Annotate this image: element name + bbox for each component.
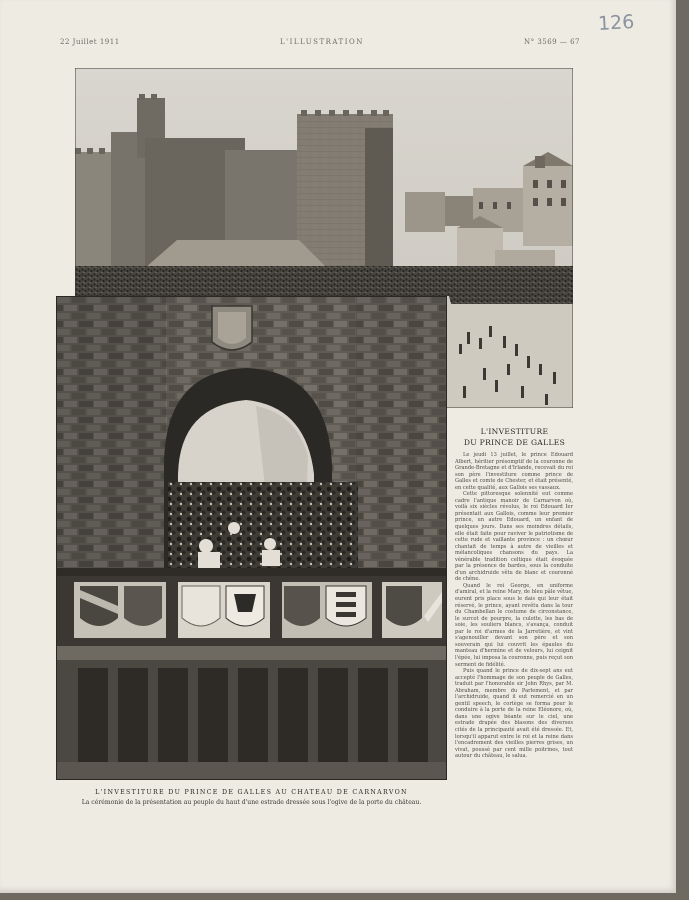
pencil-page-number: 126 [597, 11, 635, 35]
article-title-line1: L'INVESTITURE [480, 427, 549, 436]
article-paragraph: Cette pittoresque solennité eut comme cadre l'antique manoir de Carnarvon où, voilà six siècles révolus, le roi Edouard Ier présentait aux Gallois, comme leur premier prince, un autre Edouard, un enfant de quelques jours. Dans ses moindres détails, elle était faite pour raviver le patriotisme de cette rude et vaillante province : un chœur chantait de temps à autre de vieilles et mélancoliques chansons du pays. La vénérable tradition celtique était évoquée par la présence de bardes, sous la conduite d'un archidruide vêtu de blanc et couronné de chêne. [455, 491, 573, 583]
issue-date: 22 Juillet 1911 [60, 38, 120, 46]
publication-title: L'ILLUSTRATION [280, 38, 364, 46]
article-title-line2: DU PRINCE DE GALLES [463, 438, 566, 447]
page-header [60, 38, 580, 52]
photo-caption-title: L'INVESTITURE DU PRINCE DE GALLES AU CHATEAU DE CARNARVON [95, 789, 408, 796]
article-title [452, 426, 577, 448]
article-paragraph: Quand le roi George, en uniforme d'amiral, et la reine Mary, de bleu pâle vêtue, eurent pris place sous le dais qui leur était réservé, le prince, ayant revêtu dans la tour du Chambellan le costume de circonstance, le surcot de pourpre, la culotte, les bas de soie, les souliers blancs, s'avança, conduit par le roi d'armes de la Jarretière, et vint s'agenouiller devant son père et son souverain qui lui couvrit les épaules du manteau d'hermine et de velours, lui ceignit l'épée, lui imposa la couronne, puis reçut son serment de fidélité. [455, 582, 573, 668]
article-body [455, 452, 573, 760]
article-paragraph: Puis quand le prince de dix-sept ans eut accepté l'hommage de son peuple de Galles, traduit par l'honorable sir John Rhys, par M. Abraham, membre du Parlement, et par l'archidruide, quand il eut remercié en un gentil speech, le cortège se forma pour le conduire à la porte de la reine Eléonore, où, dans une ogive béante sur le ciel, une estrade drapée des blasons des diverses cités de la principauté avait été dressée. Et, lorsqu'il apparut entre le roi et la reine dans l'encadrement des vieilles pierres grises, un vivat, poussé par cent mille poitrines, tout autour du château, le salua. [455, 668, 573, 760]
photo-caption-text: La cérémonie de la présentation au peuple du haut d'une estrade dressée sous l'ogive de la porte du château. [81, 799, 422, 806]
article-paragraph: Le jeudi 13 juillet, le prince Edouard Albert, héritier présomptif de la couronne de Grande-Bretagne et d'Irlande, recevait du roi son père l'investiture comme prince de Galles et comte de Chester, et était présenté, en cette qualité, aux Gallois ses vassaux. [455, 452, 573, 491]
issue-number: N° 3569 — 67 [523, 38, 580, 46]
gateway-ceremony-photo [56, 296, 447, 780]
